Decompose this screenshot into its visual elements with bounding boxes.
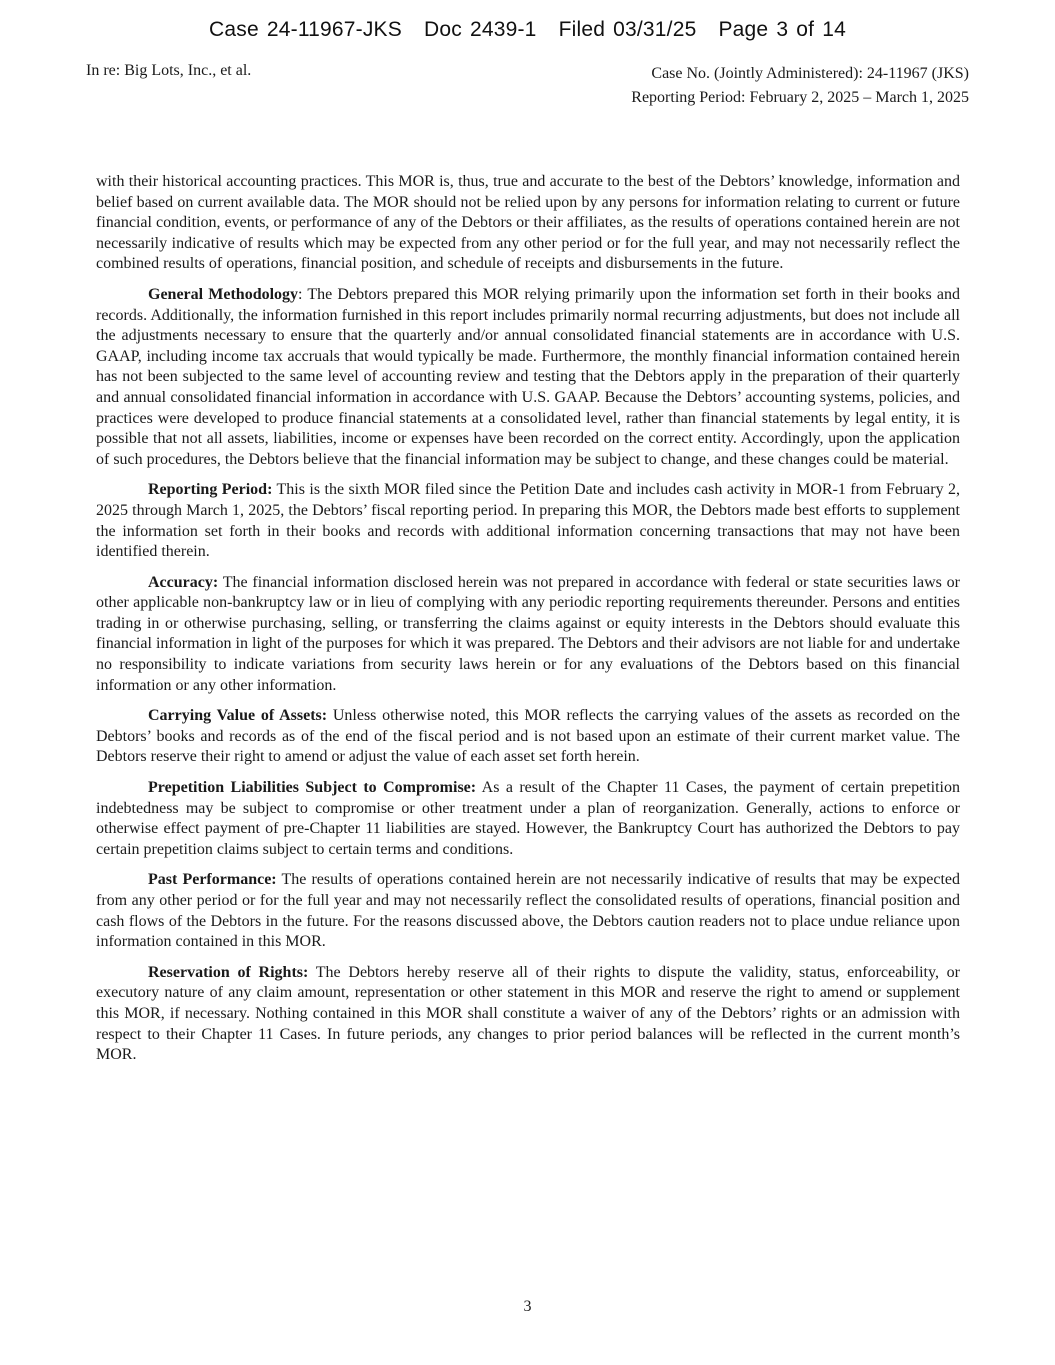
text-past-performance: The results of operations contained herein are not necessarily indicative of results that may be expected from any other period or for the full year and may not necessarily reflect the consolidated results of operations, financial position and cash flows of the Debtors in the future. For the reasons discussed above, the Debtors caution readers not to place undue reliance upon information contained in this MOR. bbox=[96, 871, 960, 951]
stamp-page-count: Page 3 of 14 bbox=[718, 18, 846, 41]
heading-accuracy: Accuracy: bbox=[148, 573, 219, 591]
paragraph-reporting-period bbox=[96, 480, 960, 562]
heading-prepetition-liabilities: Prepetition Liabilities Subject to Compromise: bbox=[148, 779, 477, 797]
paragraph-intro: with their historical accounting practices. This MOR is, thus, true and accurate to the best of the Debtors’ knowledge, information and belief based on current available data. The MOR should not be relied upon by any persons for information relating to current or future financial condition, events, or performance of any of the Debtors or their affiliates, as the results of operations contained herein are not necessarily indicative of results which may be expected from any other period or for the full year, and may not necessarily reflect the combined results of operations, financial position, and schedule of receipts and disbursements in the future. bbox=[96, 173, 960, 273]
header-case-number: Case No. (Jointly Administered): 24-11967 (JKS) bbox=[651, 65, 969, 82]
paragraph-general-methodology bbox=[96, 285, 960, 470]
text-accuracy: The financial information disclosed herein was not prepared in accordance with federal or state securities laws or other applicable non-bankruptcy law or in lieu of complying with any periodic reporting requirements thereunder. Persons and entities trading in or otherwise purchasing, selling, or transferring the claims against or equity interests in the Debtors should evaluate this financial information in light of the purposes for which it was prepared. The Debtors and their advisors are not liable for and undertake no responsibility to indicate variations from security laws herein or for any evaluations of the Debtors based on this financial information or any other information. bbox=[96, 573, 960, 694]
text-general-methodology: : The Debtors prepared this MOR relying primarily upon the information set forth in their books and records. Additionally, the information furnished in this report includes primarily normal recurring adjustments, but does not include all the adjustments necessary to ensure that the quarterly and/or annual consolidated financial statements are in accordance with U.S. GAAP, including income tax accruals that would typically be made. Furthermore, the monthly financial information contained herein has not been subjected to the same level of accounting review and testing that the Debtors apply in the preparation of their quarterly and annual consolidated financial information in accordance with U.S. GAAP. Because the Debtors’ accounting systems, policies, and practices were developed to produce financial statements at a consolidated level, rather than financial statements by legal entity, it is possible that not all assets, liabilities, income or expenses have been recorded on the correct entity. Accordingly, upon the application of such procedures, the Debtors believe that the financial information may be subject to change, and these changes could be material. bbox=[96, 285, 960, 468]
heading-past-performance: Past Performance: bbox=[148, 871, 277, 889]
header-reporting-period: Reporting Period: February 2, 2025 – March 1, 2025 bbox=[631, 89, 969, 106]
text-reporting-period: This is the sixth MOR filed since the Petition Date and includes cash activity in MOR-1 from February 2, 2025 through March 1, 2025, the Debtors’ fiscal reporting period. In preparing this MOR, the Debtors made best efforts to supplement the information set forth in their books and records with additional information concerning transactions that may not have been identified therein. bbox=[96, 481, 961, 561]
heading-carrying-value: Carrying Value of Assets: bbox=[148, 707, 328, 725]
stamp-case-number: Case 24-11967-JKS bbox=[209, 18, 402, 41]
court-filing-stamp bbox=[0, 18, 1055, 42]
header-case-info bbox=[631, 62, 969, 110]
heading-reservation-of-rights: Reservation of Rights: bbox=[148, 963, 309, 981]
text-reservation-of-rights: The Debtors hereby reserve all of their rights to dispute the validity, status, enforceability, or executory nature of any claim amount, representation or other statement in this MOR and reserve the right to amend or supplement this MOR, if necessary. Nothing contained in this MOR shall constitute a waiver of any of the Debtors’ rights or an admission with respect to their Chapter 11 Cases. In future periods, any changes to prior period balances will be reflected in the current month’s MOR. bbox=[96, 963, 960, 1064]
stamp-filed-date: Filed 03/31/25 bbox=[558, 18, 697, 41]
paragraph-reservation-of-rights bbox=[96, 963, 960, 1066]
paragraph-carrying-value bbox=[96, 706, 960, 768]
document-body bbox=[96, 172, 960, 1076]
text-prepetition-liabilities: As a result of the Chapter 11 Cases, the payment of certain prepetition indebtedness may be subject to compromise or other treatment under a plan of reorganization. Generally, actions to enforce or otherwise effect payment of pre-Chapter 11 liabilities are stayed. However, the Bankruptcy Court has authorized the Debtors to pay certain prepetition claims subject to certain terms and conditions. bbox=[96, 779, 961, 858]
page-number: 3 bbox=[523, 1298, 532, 1315]
stamp-doc-number: Doc 2439-1 bbox=[423, 18, 537, 41]
paragraph-past-performance bbox=[96, 870, 960, 952]
text-carrying-value: Unless otherwise noted, this MOR reflects the carrying values of the assets as recorded on the Debtors’ books and records as of the end of the fiscal period and is not based upon an estimate of their current market value. The Debtors reserve their right to amend or adjust the value of each asset set forth herein. bbox=[96, 707, 961, 766]
paragraph-prepetition-liabilities bbox=[96, 778, 960, 860]
heading-general-methodology: General Methodology bbox=[148, 285, 299, 303]
paragraph-accuracy bbox=[96, 573, 960, 697]
heading-reporting-period: Reporting Period: bbox=[148, 481, 273, 499]
header-debtor-name: In re: Big Lots, Inc., et al. bbox=[86, 62, 252, 79]
